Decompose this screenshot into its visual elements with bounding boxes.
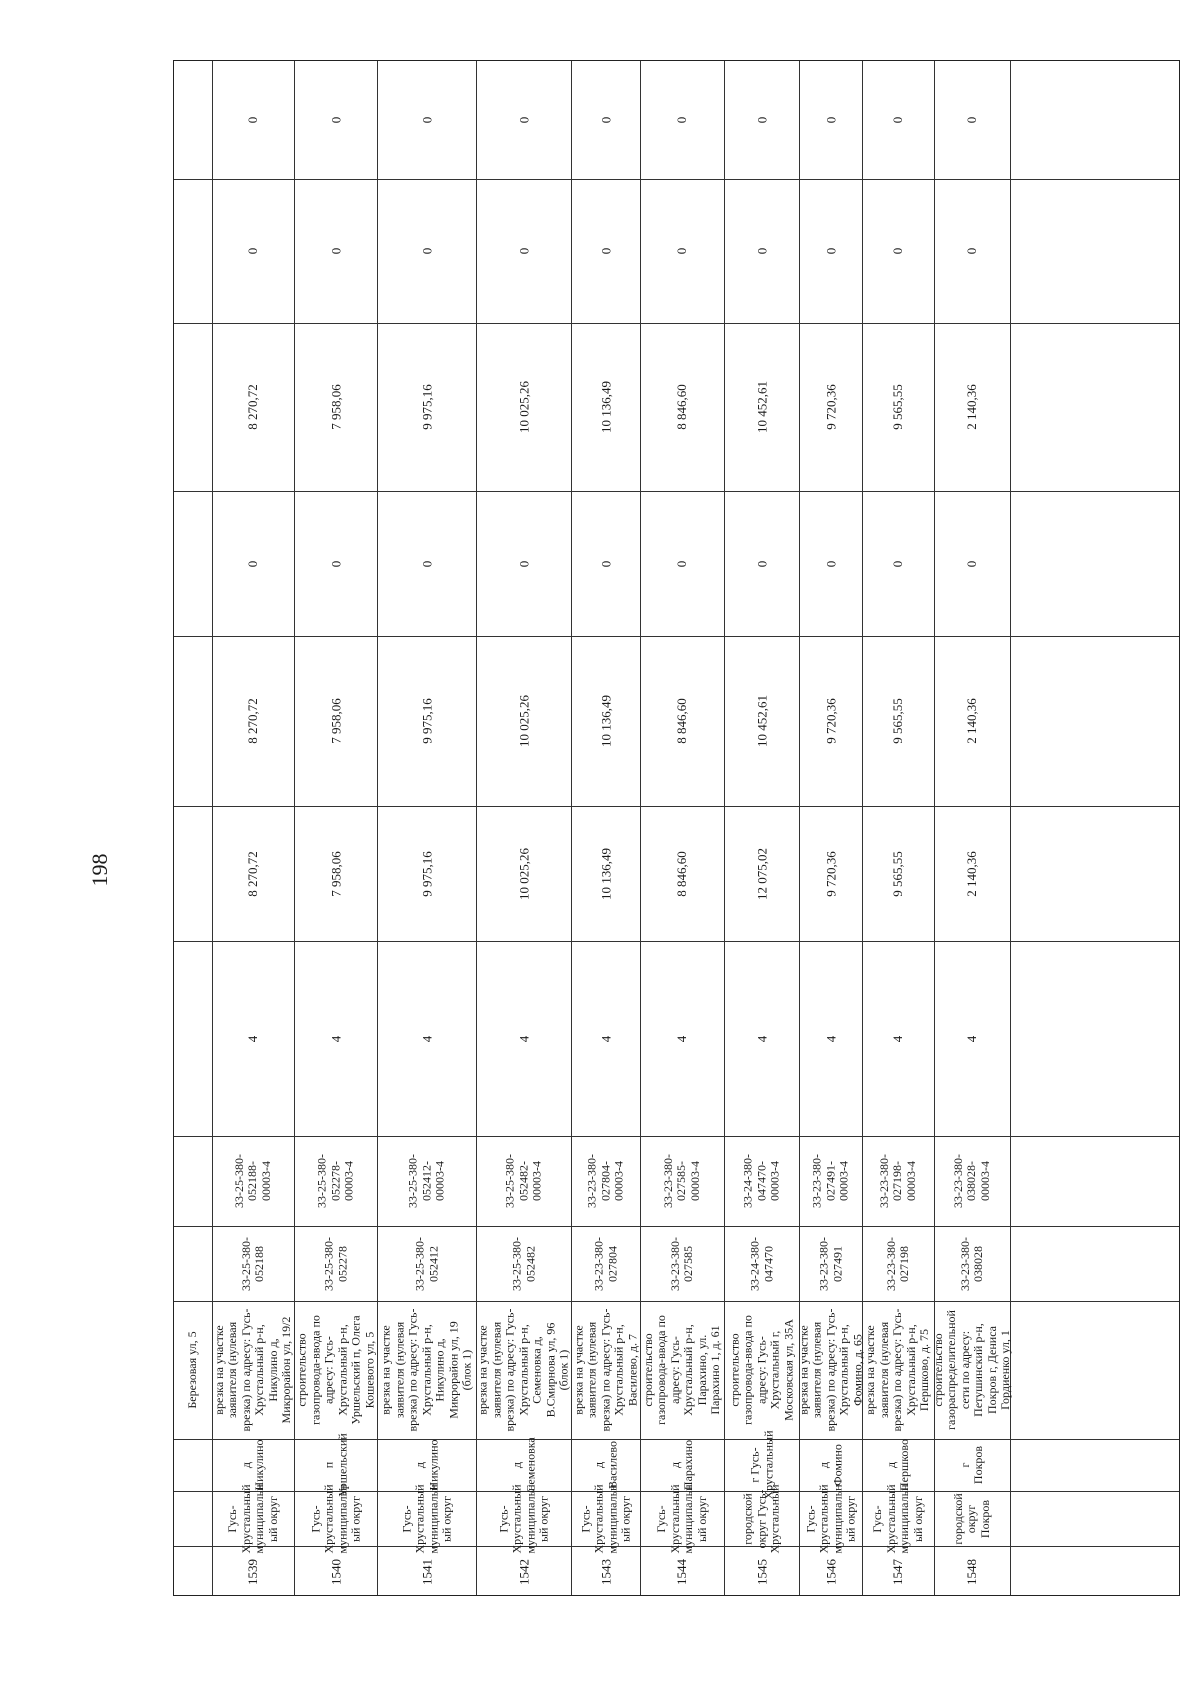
description-text: врезка на участке заявителя (нулевая врезка) по адресу: Гусь- Хрустальный р-н, Никулино д, Микрорайон ул, 19/2 (211, 1308, 293, 1432)
cell-code2 (724, 1136, 799, 1226)
cell-code1 (799, 1226, 862, 1301)
v3-text: 0 (890, 560, 906, 567)
code1-text: 33-23-380- 027491 (816, 1236, 844, 1291)
cell-v3 (799, 491, 862, 636)
cell-v4 (640, 323, 724, 491)
cell-v5 (294, 179, 377, 323)
v5-text: 0 (753, 247, 769, 255)
cell-municipality (571, 1483, 640, 1554)
cell-description (212, 1301, 294, 1439)
municipality-text: Гусь- Хрустальный муниципальн ый округ (802, 1483, 857, 1554)
cell-v1 (640, 806, 724, 941)
cell-v2 (377, 636, 476, 806)
code2-text: 33-25-380- 052482- 00003-4 (502, 1154, 544, 1208)
v4-text: 10 025,26 (515, 381, 531, 433)
description-text: врезка на участке заявителя (нулевая врезка) по адресу: Гусь- Хрустальный р-н, Фомино, д. 65 (795, 1308, 864, 1432)
no-text: 1547 (890, 1558, 906, 1585)
no-text: 1540 (327, 1558, 343, 1585)
cell-settlement (377, 1439, 476, 1491)
v4-text: 9 565,55 (890, 384, 906, 430)
v2-text: 10 452,61 (753, 695, 769, 747)
settlement-text: д Парахино (667, 1439, 695, 1491)
v1-text: 8 846,60 (674, 850, 690, 897)
v5-text: 0 (418, 247, 434, 255)
cell-code2 (862, 1136, 934, 1226)
cell-v5 (799, 179, 862, 323)
cell-v5 (212, 179, 294, 323)
v6-text: 0 (245, 116, 261, 124)
cell-v3 (476, 491, 571, 636)
cell-v6 (640, 61, 724, 179)
cell-v6 (799, 61, 862, 179)
v1-text: 9 975,16 (418, 850, 434, 897)
municipality-text: Гусь- Хрустальный муниципальн ый округ (398, 1483, 453, 1554)
cat-text: 4 (597, 1035, 613, 1042)
cell-code1 (934, 1226, 1010, 1301)
code2-text: 33-25-380- 052188- 00003-4 (231, 1154, 273, 1208)
cat-text: 4 (753, 1035, 769, 1042)
v4-text: 10 452,61 (753, 381, 769, 433)
cell-v5 (377, 179, 476, 323)
v5-text: 0 (964, 247, 980, 255)
cell-v1 (571, 806, 640, 941)
cell-description (724, 1301, 799, 1439)
v1-text: 10 136,49 (597, 847, 613, 900)
cell-v4 (294, 323, 377, 491)
code1-text: 33-25-380- 052188 (238, 1236, 266, 1291)
cell-v5 (862, 179, 934, 323)
cell-v2 (640, 636, 724, 806)
v2-text: 9 720,36 (822, 698, 838, 744)
cell-cat (799, 941, 862, 1136)
cell-v2 (476, 636, 571, 806)
v3-text: 0 (964, 560, 980, 567)
cell-v6 (934, 61, 1010, 179)
cell-code1 (571, 1226, 640, 1301)
v6-text: 0 (327, 116, 343, 124)
no-text: 1545 (753, 1558, 769, 1585)
v2-text: 10 136,49 (597, 695, 613, 747)
municipality-text: Гусь- Хрустальный муниципальн ый округ (577, 1483, 632, 1554)
municipality-text: Гусь- Хрустальный муниципальн ый округ (654, 1483, 709, 1554)
top-row-address-text: Березовая ул, 5 (185, 1331, 200, 1409)
cell-code2 (212, 1136, 294, 1226)
cell-v3 (294, 491, 377, 636)
v1-text: 9 720,36 (822, 850, 838, 897)
cell-code2 (476, 1136, 571, 1226)
cell-v3 (377, 491, 476, 636)
v6-text: 0 (890, 116, 906, 124)
code2-text: 33-24-380- 047470- 00003-4 (740, 1154, 782, 1208)
cell-code1 (724, 1226, 799, 1301)
v6-text: 0 (822, 116, 838, 124)
cell-description (862, 1301, 934, 1439)
code2-text: 33-25-380- 052278- 00003-4 (314, 1154, 356, 1208)
v2-text: 9 975,16 (418, 698, 434, 744)
description-text: врезка на участке заявителя (нулевая врезка) по адресу: Гусь- Хрустальный р-н, Василево, д. 7 (570, 1308, 639, 1432)
cell-v5 (640, 179, 724, 323)
cell-description (930, 1301, 1012, 1439)
code1-text: 33-23-380- 027198 (883, 1236, 911, 1291)
cell-cat (476, 941, 571, 1136)
settlement-text: п Уршельский (321, 1433, 349, 1497)
v2-text: 2 140,36 (964, 698, 980, 744)
v1-text: 12 075,02 (753, 847, 769, 900)
cat-text: 4 (327, 1035, 343, 1042)
settlement-text: д Першково (883, 1438, 911, 1492)
cell-cat (724, 941, 799, 1136)
v3-text: 0 (674, 560, 690, 567)
v4-text: 2 140,36 (964, 384, 980, 430)
cell-code1 (476, 1226, 571, 1301)
cell-no (934, 1546, 1010, 1597)
v5-text: 0 (597, 247, 613, 255)
data-table (173, 60, 1180, 1596)
cell-code2 (799, 1136, 862, 1226)
cell-settlement (724, 1430, 799, 1500)
cell-description (377, 1301, 476, 1439)
v3-text: 0 (245, 560, 261, 567)
code1-text: 33-25-380- 052278 (321, 1236, 349, 1291)
v3-text: 0 (515, 560, 531, 567)
cell-v2 (294, 636, 377, 806)
v1-text: 10 025,26 (515, 847, 531, 900)
cell-v3 (724, 491, 799, 636)
cell-v1 (294, 806, 377, 941)
cat-text: 4 (245, 1035, 261, 1042)
v4-text: 7 958,06 (327, 384, 343, 430)
settlement-text: г Гусь- Хрустальный (747, 1430, 775, 1500)
cell-code1 (212, 1226, 294, 1301)
cell-settlement (294, 1433, 377, 1497)
description-text: строительство газопровода-ввода по адресу: Гусь- Хрустальный р-н, Парахино, ул. Парахино 1, д. 61 (640, 1315, 722, 1425)
cell-cat (934, 941, 1010, 1136)
cell-municipality (934, 1491, 1010, 1546)
cell-v4 (724, 323, 799, 491)
cell-municipality (799, 1483, 862, 1554)
cell-v2 (212, 636, 294, 806)
cell-v6 (476, 61, 571, 179)
code1-text: 33-23-380- 027585 (667, 1236, 695, 1291)
v6-text: 0 (597, 116, 613, 124)
v4-text: 9 975,16 (418, 384, 434, 430)
v3-text: 0 (822, 560, 838, 567)
code1-text: 33-25-380- 052482 (509, 1236, 537, 1291)
cell-v1 (476, 806, 571, 941)
no-text: 1539 (245, 1558, 261, 1585)
cell-v2 (934, 636, 1010, 806)
cell-v2 (724, 636, 799, 806)
cell-no (377, 1546, 476, 1597)
cell-v6 (212, 61, 294, 179)
cat-text: 4 (674, 1035, 690, 1042)
cell-code1 (862, 1226, 934, 1301)
cell-cat (294, 941, 377, 1136)
v4-text: 10 136,49 (597, 381, 613, 433)
cell-v5 (571, 179, 640, 323)
cell-cat (571, 941, 640, 1136)
cell-v6 (571, 61, 640, 179)
no-text: 1544 (674, 1558, 690, 1585)
cell-code2 (377, 1136, 476, 1226)
cell-v1 (934, 806, 1010, 941)
cell-v1 (724, 806, 799, 941)
cell-v5 (724, 179, 799, 323)
code1-text: 33-23-380- 027804 (591, 1236, 619, 1291)
no-text: 1548 (964, 1558, 980, 1585)
v2-text: 9 565,55 (890, 698, 906, 744)
code2-text: 33-23-380- 027804- 00003-4 (584, 1154, 626, 1208)
cat-text: 4 (822, 1035, 838, 1042)
cell-code2 (294, 1136, 377, 1226)
cell-v5 (476, 179, 571, 323)
cell-settlement (571, 1439, 640, 1491)
cat-text: 4 (515, 1035, 531, 1042)
cell-v6 (862, 61, 934, 179)
v5-text: 0 (674, 247, 690, 255)
v6-text: 0 (418, 116, 434, 124)
v6-text: 0 (515, 116, 531, 124)
municipality-text: городской округ Гусь- Хрустальный (740, 1483, 782, 1554)
settlement-text: г Покров (957, 1445, 985, 1485)
description-text: врезка на участке заявителя (нулевая врезка) по адресу: Гусь- Хрустальный р-н, Першково, д. 75 (863, 1308, 932, 1432)
v5-text: 0 (515, 247, 531, 255)
cell-description (476, 1301, 571, 1439)
cell-v4 (571, 323, 640, 491)
cell-no (571, 1546, 640, 1597)
cell-no (294, 1546, 377, 1597)
cell-settlement (640, 1439, 724, 1491)
municipality-text: Гусь- Хрустальный муниципальн ый округ (870, 1483, 925, 1554)
cell-municipality (724, 1483, 799, 1554)
cell-settlement (799, 1439, 862, 1491)
v6-text: 0 (674, 116, 690, 124)
cell-v6 (377, 61, 476, 179)
cell-settlement (934, 1439, 1010, 1491)
cell-no (862, 1546, 934, 1597)
cell-cat (862, 941, 934, 1136)
v6-text: 0 (964, 116, 980, 124)
v3-text: 0 (327, 560, 343, 567)
v6-text: 0 (753, 116, 769, 124)
description-text: строительство газопровода-ввода по адресу: Гусь- Хрустальный р-н, Уршельский п, Олега Кошевого ул, 5 (294, 1315, 376, 1425)
cell-no (476, 1546, 571, 1597)
cell-municipality (862, 1483, 934, 1554)
v1-text: 7 958,06 (327, 850, 343, 897)
cell-v6 (294, 61, 377, 179)
cat-text: 4 (418, 1035, 434, 1042)
cell-v2 (571, 636, 640, 806)
cell-v2 (799, 636, 862, 806)
cell-municipality (640, 1483, 724, 1554)
code2-text: 33-25-380- 052412- 00003-4 (405, 1154, 447, 1208)
cell-cat (212, 941, 294, 1136)
cell-v6 (724, 61, 799, 179)
v2-text: 10 025,26 (515, 695, 531, 747)
code1-text: 33-24-380- 047470 (747, 1236, 775, 1291)
cell-v1 (377, 806, 476, 941)
cell-v4 (862, 323, 934, 491)
cell-municipality (476, 1483, 571, 1554)
cell-no (799, 1546, 862, 1597)
cell-cat (377, 941, 476, 1136)
cat-text: 4 (964, 1035, 980, 1042)
v4-text: 8 846,60 (674, 384, 690, 430)
cell-settlement (212, 1439, 294, 1491)
description-text: строительство газораспределительной сети по адресу: Петушинский р-н, Покров г, Дениса Гордиенко ул, 1 (930, 1310, 1012, 1430)
settlement-text: д Никулино (412, 1439, 440, 1491)
municipality-text: городской округ Покров (950, 1492, 992, 1545)
cell-municipality (212, 1483, 294, 1554)
settlement-text: д Никулино (238, 1439, 266, 1491)
municipality-text: Гусь- Хрустальный муниципальн ый округ (225, 1483, 280, 1554)
description-text: строительство газопровода-ввода по адресу: Гусь- Хрустальный г, Московская ул, 35А (726, 1315, 795, 1425)
cell-v4 (799, 323, 862, 491)
v5-text: 0 (890, 247, 906, 255)
settlement-text: д Фомино (816, 1444, 844, 1486)
cell-top-row-address (174, 1301, 212, 1439)
cell-code1 (640, 1226, 724, 1301)
v5-text: 0 (327, 247, 343, 255)
cell-v3 (934, 491, 1010, 636)
no-text: 1542 (515, 1558, 531, 1585)
cell-code1 (294, 1226, 377, 1301)
no-text: 1546 (822, 1558, 838, 1585)
cell-description (571, 1301, 640, 1439)
cell-no (640, 1546, 724, 1597)
description-text: врезка на участке заявителя (нулевая врезка) по адресу: Гусь- Хрустальный р-н, Никулино д, Микрорайон ул, 19 (блок 1) (378, 1308, 474, 1432)
cell-description (640, 1301, 724, 1439)
code2-text: 33-23-380- 027585- 00003-4 (660, 1154, 702, 1208)
cell-v3 (640, 491, 724, 636)
cat-text: 4 (890, 1035, 906, 1042)
no-text: 1543 (597, 1558, 613, 1585)
cell-cat (640, 941, 724, 1136)
cell-no (724, 1546, 799, 1597)
cell-v4 (377, 323, 476, 491)
cell-v1 (799, 806, 862, 941)
cell-description (795, 1301, 864, 1439)
cell-v3 (212, 491, 294, 636)
cell-code2 (934, 1136, 1010, 1226)
municipality-text: Гусь- Хрустальный муниципальн ый округ (495, 1483, 550, 1554)
cell-v5 (934, 179, 1010, 323)
cell-settlement (862, 1439, 934, 1491)
code1-text: 33-23-380- 038028 (957, 1236, 985, 1291)
v2-text: 7 958,06 (327, 698, 343, 744)
v2-text: 8 846,60 (674, 698, 690, 744)
v3-text: 0 (418, 560, 434, 567)
cell-code2 (571, 1136, 640, 1226)
municipality-text: Гусь- Хрустальный муниципальн ый округ (307, 1483, 362, 1554)
cell-no (212, 1546, 294, 1597)
cell-municipality (294, 1483, 377, 1554)
cell-v4 (212, 323, 294, 491)
code2-text: 33-23-380- 038028- 00003-4 (950, 1154, 992, 1208)
code2-text: 33-23-380- 027491- 00003-4 (809, 1154, 851, 1208)
cell-v3 (862, 491, 934, 636)
v2-text: 8 270,72 (245, 698, 261, 744)
cell-v2 (862, 636, 934, 806)
cell-code2 (640, 1136, 724, 1226)
v1-text: 8 270,72 (245, 850, 261, 897)
cell-v1 (212, 806, 294, 941)
v3-text: 0 (753, 560, 769, 567)
v4-text: 8 270,72 (245, 384, 261, 430)
code2-text: 33-23-380- 027198- 00003-4 (876, 1154, 918, 1208)
code1-text: 33-25-380- 052412 (412, 1236, 440, 1291)
v1-text: 9 565,55 (890, 850, 906, 897)
v1-text: 2 140,36 (964, 850, 980, 897)
cell-code1 (377, 1226, 476, 1301)
cell-v3 (571, 491, 640, 636)
cell-settlement (476, 1439, 571, 1491)
page-number: 198 (87, 853, 112, 887)
cell-v4 (934, 323, 1010, 491)
cell-v4 (476, 323, 571, 491)
description-text: врезка на участке заявителя (нулевая врезка) по адресу: Гусь- Хрустальный р-н, Семеновка д, В.Смирнова ул, 96 (блок 1) (475, 1308, 571, 1432)
cell-description (294, 1301, 377, 1439)
v3-text: 0 (597, 560, 613, 567)
no-text: 1541 (418, 1558, 434, 1585)
settlement-text: д Василево (591, 1441, 619, 1489)
v5-text: 0 (822, 247, 838, 255)
v5-text: 0 (245, 247, 261, 255)
settlement-text: д Семеновка (509, 1437, 537, 1493)
cell-municipality (377, 1483, 476, 1554)
cell-v1 (862, 806, 934, 941)
v4-text: 9 720,36 (822, 384, 838, 430)
